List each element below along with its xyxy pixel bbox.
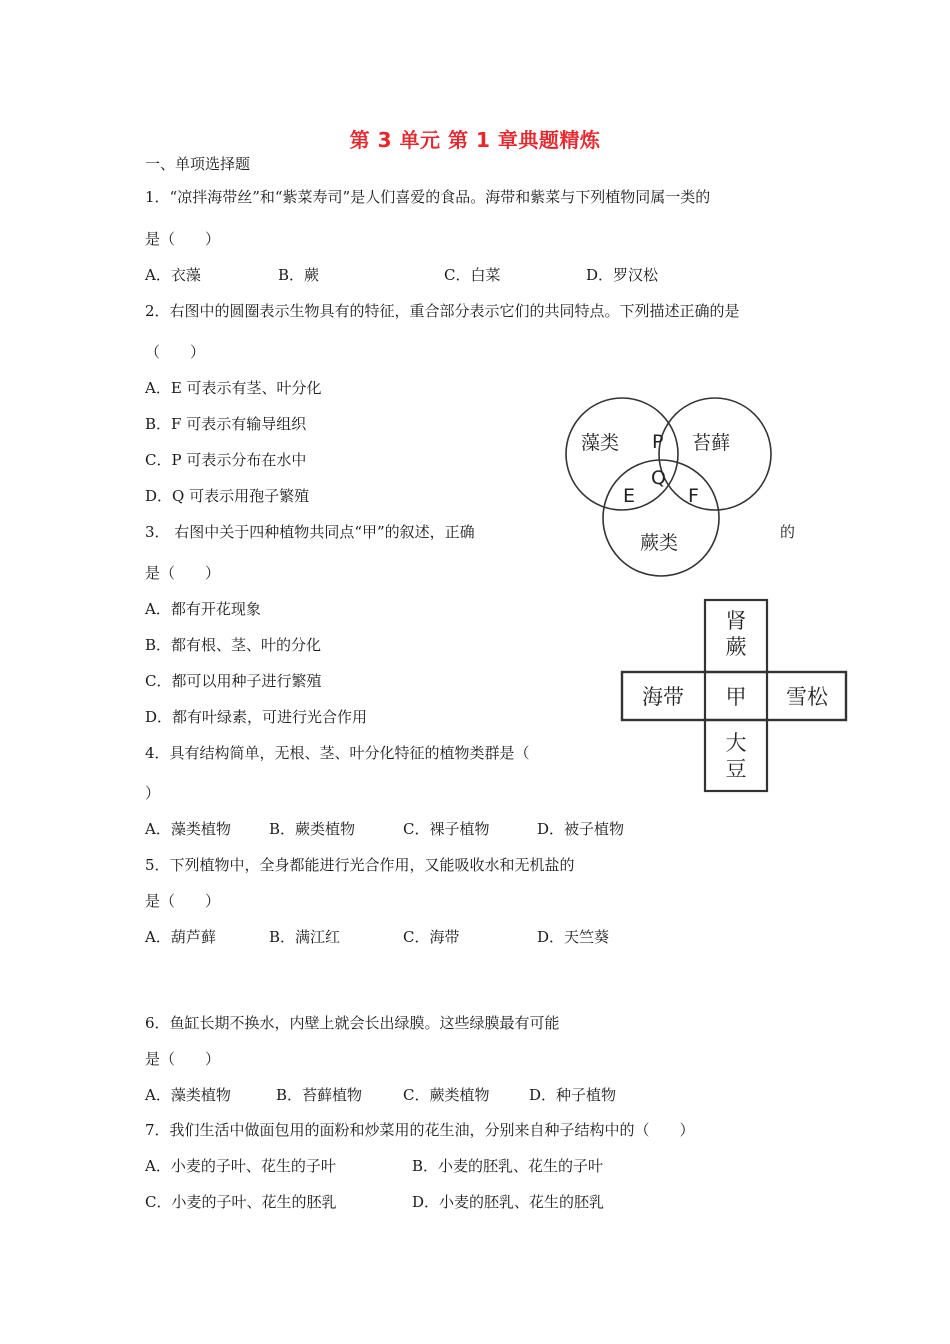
venn-label-q: Q bbox=[651, 467, 666, 489]
venn-label-f: F bbox=[688, 485, 699, 507]
venn-label-moss: 苔藓 bbox=[692, 432, 731, 454]
q3-option-c[interactable]: C．都可以用种子进行繁殖 bbox=[145, 672, 322, 690]
q3-stem-cont: 是（ ） bbox=[145, 564, 221, 582]
section-heading: 一、单项选择题 bbox=[145, 155, 251, 173]
q3-stem: 3． 右图中关于四种植物共同点“甲”的叙述，正确 bbox=[145, 523, 475, 541]
algae-circle bbox=[566, 398, 678, 510]
q2-option-a[interactable]: A．E 可表示有茎、叶分化 bbox=[145, 379, 322, 397]
q2-option-b[interactable]: B．F 可表示有输导组织 bbox=[145, 415, 307, 433]
q3-option-b[interactable]: B．都有根、茎、叶的分化 bbox=[145, 636, 322, 654]
q1-option-c[interactable]: C．白菜 bbox=[444, 266, 501, 284]
q6-stem-cont: 是（ ） bbox=[145, 1050, 221, 1068]
venn-label-p: P bbox=[652, 431, 664, 453]
q6-option-a[interactable]: A．藻类植物 bbox=[145, 1086, 231, 1104]
q1-option-d[interactable]: D．罗汉松 bbox=[586, 266, 659, 284]
q7-option-a[interactable]: A．小麦的子叶、花生的子叶 bbox=[145, 1157, 336, 1175]
q4-stem: 4．具有结构简单，无根、茎、叶分化特征的植物类群是（ bbox=[145, 744, 530, 762]
q7-option-b[interactable]: B．小麦的胚乳、花生的子叶 bbox=[412, 1157, 604, 1175]
q7-option-c[interactable]: C．小麦的子叶、花生的胚乳 bbox=[145, 1193, 337, 1211]
q1-option-a[interactable]: A．衣藻 bbox=[145, 266, 201, 284]
q5-option-d[interactable]: D．天竺葵 bbox=[537, 928, 610, 946]
q1-option-b[interactable]: B．蕨 bbox=[278, 266, 320, 284]
q7-option-d[interactable]: D．小麦的胚乳、花生的胚乳 bbox=[412, 1193, 605, 1211]
q2-stem-cont: （ ） bbox=[145, 343, 206, 361]
cross-bottom-char-1: 大 bbox=[725, 731, 747, 755]
q4-option-c[interactable]: C．裸子植物 bbox=[403, 820, 490, 838]
q5-stem: 5．下列植物中，全身都能进行光合作用，又能吸收水和无机盐的 bbox=[145, 856, 575, 874]
q6-stem: 6．鱼缸长期不换水，内壁上就会长出绿膜。这些绿膜最有可能 bbox=[145, 1014, 560, 1032]
cross-diagram bbox=[620, 598, 848, 794]
q4-option-b[interactable]: B．蕨类植物 bbox=[269, 820, 356, 838]
q4-stem-cont: ） bbox=[145, 784, 161, 802]
q3-option-d[interactable]: D．都有叶绿素，可进行光合作用 bbox=[145, 708, 368, 726]
venn-diagram bbox=[560, 396, 780, 580]
q6-option-c[interactable]: C．蕨类植物 bbox=[403, 1086, 490, 1104]
q2-option-c[interactable]: C．P 可表示分布在水中 bbox=[145, 451, 307, 469]
q3-stem-end: 的 bbox=[780, 523, 796, 541]
venn-label-e: E bbox=[623, 485, 636, 507]
cross-right: 雪松 bbox=[786, 685, 828, 709]
q5-stem-cont: 是（ ） bbox=[145, 892, 221, 910]
q6-option-d[interactable]: D．种子植物 bbox=[529, 1086, 617, 1104]
q3-option-a[interactable]: A．都有开花现象 bbox=[145, 600, 261, 618]
cross-top-char-2: 蕨 bbox=[725, 635, 747, 659]
moss-circle bbox=[659, 398, 771, 510]
q5-option-b[interactable]: B．满江红 bbox=[269, 928, 341, 946]
venn-label-fern: 蕨类 bbox=[640, 532, 679, 554]
q2-stem: 2．右图中的圆圈表示生物具有的特征，重合部分表示它们的共同特点。下列描述正确的是 bbox=[145, 302, 740, 320]
cross-left: 海带 bbox=[642, 685, 684, 709]
q1-stem: 1．“凉拌海带丝”和“紫菜寿司”是人们喜爱的食品。海带和紫菜与下列植物同属一类的 bbox=[145, 188, 711, 206]
venn-label-algae: 藻类 bbox=[581, 432, 620, 454]
cross-center: 甲 bbox=[725, 685, 747, 709]
page-title: 第 3 单元 第 1 章典题精炼 bbox=[349, 128, 601, 152]
q2-option-d[interactable]: D．Q 可表示用孢子繁殖 bbox=[145, 487, 310, 505]
cross-bottom-char-2: 豆 bbox=[725, 757, 747, 781]
q4-option-d[interactable]: D．被子植物 bbox=[537, 820, 625, 838]
q1-stem-cont: 是（ ） bbox=[145, 230, 221, 248]
q4-option-a[interactable]: A．藻类植物 bbox=[145, 820, 231, 838]
q6-option-b[interactable]: B．苔藓植物 bbox=[276, 1086, 363, 1104]
q5-option-a[interactable]: A．葫芦藓 bbox=[145, 928, 216, 946]
q5-option-c[interactable]: C．海带 bbox=[403, 928, 460, 946]
cross-top-char-1: 肾 bbox=[725, 609, 747, 633]
q7-stem: 7．我们生活中做面包用的面粉和炒菜用的花生油，分别来自种子结构中的（ ） bbox=[145, 1121, 695, 1139]
